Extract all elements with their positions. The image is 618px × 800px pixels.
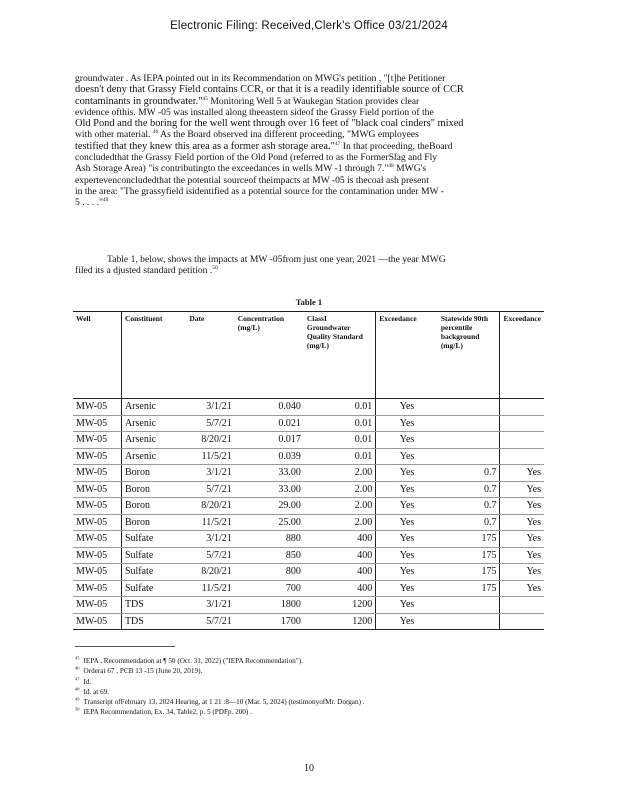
cell-exceedance: Yes — [376, 547, 438, 564]
cell-exceedance: Yes — [376, 448, 438, 465]
text-line: expertevenconcludedthat the potential sourceof theimpacts at MW -05 is thecoal ash present — [75, 174, 429, 186]
text-fragment: MWG's — [393, 163, 427, 175]
footnote-ref: 49 — [102, 197, 109, 204]
cell-background — [438, 613, 500, 630]
cell-standard: 0.01 — [304, 432, 376, 449]
cell-well: MW-05 — [73, 399, 121, 416]
cell-exceedance-background: Yes — [500, 465, 544, 482]
cell-exceedance-background: Yes — [500, 580, 544, 597]
footnote — [75, 666, 545, 676]
cell-well: MW-05 — [73, 531, 121, 548]
cell-standard: 1200 — [304, 597, 376, 614]
cell-exceedance-background: Yes — [500, 531, 544, 548]
text-line — [75, 141, 545, 152]
cell-exceedance: Yes — [376, 415, 438, 432]
cell-exceedance: Yes — [376, 613, 438, 630]
cell-date: 3/1/21 — [186, 465, 234, 482]
cell-well: MW-05 — [73, 481, 121, 498]
col-header-well: Well — [73, 312, 121, 399]
cell-background — [438, 597, 500, 614]
cell-date: 8/20/21 — [186, 432, 234, 449]
cell-standard: 2.00 — [304, 481, 376, 498]
cell-date: 5/7/21 — [186, 613, 234, 630]
cell-exceedance-background — [500, 399, 544, 416]
cell-date: 5/7/21 — [186, 415, 234, 432]
cell-date: 5/7/21 — [186, 481, 234, 498]
body-paragraph-2 — [75, 254, 545, 277]
cell-background: 175 — [438, 531, 500, 548]
col-header-exceedance: Exceedance — [376, 312, 438, 399]
footnote-number: 45 — [75, 655, 80, 661]
text-fragment: Monitoring Well 5 at Waukegan Station provides clear — [207, 95, 420, 107]
text-line — [75, 129, 545, 140]
cell-concentration: 0.017 — [235, 432, 304, 449]
text-fragment: In that proceeding, theBoard — [340, 140, 453, 152]
cell-date: 3/1/21 — [186, 399, 234, 416]
cell-exceedance: Yes — [376, 432, 438, 449]
table-row — [73, 547, 544, 564]
cell-well: MW-05 — [73, 465, 121, 482]
cell-constituent: Boron — [121, 465, 186, 482]
footnote-number: 48 — [75, 686, 80, 692]
cell-background: 175 — [438, 547, 500, 564]
cell-exceedance-background: Yes — [500, 564, 544, 581]
text-fragment: with other material. — [75, 129, 153, 141]
cell-standard: 400 — [304, 547, 376, 564]
footnote-number: 50 — [75, 707, 80, 713]
cell-standard: 400 — [304, 580, 376, 597]
cell-exceedance: Yes — [376, 481, 438, 498]
text-fragment: 5 . . . ." — [75, 197, 103, 209]
cell-concentration: 0.039 — [235, 448, 304, 465]
text-line — [75, 197, 545, 208]
footnotes — [75, 656, 545, 718]
cell-exceedance: Yes — [376, 465, 438, 482]
footnote-text: Transcript ofFebruary 13, 2024 Hearing, at 1 21 :8—10 (Mar. 5, 2024) (testimonyofMr. Dorgan) . — [83, 698, 365, 707]
footnote-text: Orderat 67 , PCB 13 -15 (June 20, 2019). — [83, 667, 203, 676]
cell-standard: 1200 — [304, 613, 376, 630]
cell-exceedance: Yes — [376, 597, 438, 614]
table-row — [73, 432, 544, 449]
cell-exceedance-background — [500, 415, 544, 432]
cell-constituent: Arsenic — [121, 448, 186, 465]
text-fragment: Ash Storage Area) "is contributingto the exceedances in wells MW -1 through 7." — [75, 163, 389, 175]
footnote-ref: 45 — [202, 95, 208, 102]
cell-background — [438, 399, 500, 416]
cell-date: 5/7/21 — [186, 547, 234, 564]
cell-exceedance-background — [500, 432, 544, 449]
text-fragment: contaminants in groundwater." — [75, 95, 203, 107]
text-line — [75, 96, 545, 107]
cell-well: MW-05 — [73, 498, 121, 515]
footnote-number: 46 — [75, 665, 80, 671]
cell-exceedance-background: Yes — [500, 481, 544, 498]
cell-exceedance: Yes — [376, 531, 438, 548]
table-row — [73, 481, 544, 498]
footnote — [75, 656, 545, 666]
footnote-text: IEPA Recommendation, Ex. 34, Table2, p. 5 (PDFp. 200) . — [83, 708, 252, 717]
cell-concentration: 33.00 — [235, 465, 304, 482]
cell-date: 8/20/21 — [186, 564, 234, 581]
table-row — [73, 498, 544, 515]
cell-exceedance: Yes — [376, 399, 438, 416]
table-row — [73, 448, 544, 465]
cell-constituent: TDS — [121, 613, 186, 630]
cell-exceedance: Yes — [376, 514, 438, 531]
cell-well: MW-05 — [73, 597, 121, 614]
text-fragment: testified that they knew this area as a former ash storage area." — [75, 140, 335, 152]
cell-constituent: Boron — [121, 514, 186, 531]
cell-concentration: 1800 — [235, 597, 304, 614]
table-row — [73, 531, 544, 548]
text-line: Old Pond and the boring for the well went through over 16 feet of "black coal cinders" mixed — [75, 118, 464, 130]
cell-exceedance-background — [500, 613, 544, 630]
cell-background: 0.7 — [438, 514, 500, 531]
cell-concentration: 1700 — [235, 613, 304, 630]
cell-exceedance-background: Yes — [500, 498, 544, 515]
footnote — [75, 707, 545, 717]
text-fragment: filed its a djusted standard petition . — [75, 265, 213, 277]
footnote-text: IEPA , Recommendation at ¶ 50 (Oct. 31, 2022) ("IEPA Recommendation"). — [83, 657, 303, 665]
footnote-text: Id. — [83, 677, 92, 686]
text-line: doesn't deny that Grassy Field contains CCR, or that it is a readily identifiable source of CCR — [75, 84, 464, 96]
text-fragment: As the Board observed ina different proceeding, "MWG employees — [158, 129, 419, 141]
cell-exceedance-background — [500, 448, 544, 465]
cell-constituent: Sulfate — [121, 547, 186, 564]
text-line — [75, 163, 545, 174]
cell-concentration: 0.021 — [235, 415, 304, 432]
cell-standard: 400 — [304, 564, 376, 581]
table-row — [73, 465, 544, 482]
col-header-concentration: Concentration (mg/L) — [235, 312, 304, 399]
footnote — [75, 697, 545, 707]
cell-concentration: 850 — [235, 547, 304, 564]
cell-standard: 400 — [304, 531, 376, 548]
text-line: in the area: "The grassyfield isidentified as a potential source for the contamination under MW - — [75, 185, 444, 197]
cell-exceedance-background — [500, 597, 544, 614]
cell-background — [438, 415, 500, 432]
cell-constituent: Boron — [121, 481, 186, 498]
cell-well: MW-05 — [73, 613, 121, 630]
table-row — [73, 399, 544, 416]
cell-standard: 0.01 — [304, 448, 376, 465]
cell-concentration: 25.00 — [235, 514, 304, 531]
cell-standard: 2.00 — [304, 514, 376, 531]
table-title: Table 1 — [295, 297, 323, 307]
cell-well: MW-05 — [73, 514, 121, 531]
cell-well: MW-05 — [73, 580, 121, 597]
cell-exceedance: Yes — [376, 564, 438, 581]
cell-background: 175 — [438, 580, 500, 597]
cell-standard: 2.00 — [304, 465, 376, 482]
cell-well: MW-05 — [73, 432, 121, 449]
col-header-standard: ClassI Groundwater Quality Standard (mg/L) — [304, 312, 376, 399]
cell-background: 0.7 — [438, 465, 500, 482]
table-row — [73, 514, 544, 531]
col-header-date: Date — [186, 312, 234, 399]
cell-standard: 0.01 — [304, 415, 376, 432]
electronic-filing-header: Electronic Filing: Received,Clerk's Office 03/21/2024 — [170, 20, 448, 32]
cell-concentration: 0.040 — [235, 399, 304, 416]
page-number: 10 — [304, 763, 314, 774]
text-line: groundwater . As IEPA pointed out in its Recommendation on MWG's petition , "[t]he Petitioner — [75, 73, 446, 84]
footnote-number: 47 — [75, 676, 80, 682]
cell-background: 0.7 — [438, 481, 500, 498]
col-header-constituent: Constituent — [121, 312, 186, 399]
cell-constituent: Boron — [121, 498, 186, 515]
cell-exceedance: Yes — [376, 498, 438, 515]
cell-concentration: 33.00 — [235, 481, 304, 498]
table-row — [73, 613, 544, 630]
footnote-ref: 48 — [388, 163, 394, 170]
table-row — [73, 597, 544, 614]
cell-background — [438, 448, 500, 465]
col-header-exceedance-background: Exceedance — [500, 312, 544, 399]
footnote-ref: 46 — [152, 129, 159, 136]
cell-date: 3/1/21 — [186, 597, 234, 614]
footnote-separator — [75, 646, 175, 647]
cell-background — [438, 432, 500, 449]
cell-date: 8/20/21 — [186, 498, 234, 515]
table-row — [73, 415, 544, 432]
col-header-statewide-background: Statewide 90th percentile background (mg/L) — [438, 312, 500, 399]
cell-constituent: TDS — [121, 597, 186, 614]
cell-constituent: Sulfate — [121, 564, 186, 581]
cell-constituent: Sulfate — [121, 531, 186, 548]
cell-date: 11/5/21 — [186, 514, 234, 531]
cell-exceedance: Yes — [376, 580, 438, 597]
footnote-ref: 50 — [212, 265, 218, 272]
cell-constituent: Arsenic — [121, 432, 186, 449]
footnote — [75, 677, 545, 687]
text-line: Table 1, below, shows the impacts at MW -05from just one year, 2021 —the year MWG — [107, 254, 446, 265]
cell-constituent: Arsenic — [121, 399, 186, 416]
table-header-row — [73, 312, 544, 399]
footnote-text: Id. at 69. — [83, 687, 110, 696]
cell-exceedance-background: Yes — [500, 514, 544, 531]
cell-standard: 0.01 — [304, 399, 376, 416]
cell-well: MW-05 — [73, 448, 121, 465]
text-line: concludedthat the Grassy Field portion of the Old Pond (referred to as the FormerSlag and Fly — [75, 152, 438, 164]
cell-constituent: Arsenic — [121, 415, 186, 432]
cell-concentration: 800 — [235, 564, 304, 581]
footnote-ref: 47 — [334, 140, 341, 147]
cell-concentration: 29.00 — [235, 498, 304, 515]
table-row — [73, 580, 544, 597]
text-line: evidence ofthis. MW -05 was installed along theeastern sideof the Grassy Field portion of the — [75, 106, 434, 118]
impacts-table — [73, 311, 544, 630]
footnote-number: 49 — [75, 696, 80, 702]
text-line — [75, 265, 545, 276]
cell-concentration: 880 — [235, 531, 304, 548]
cell-date: 11/5/21 — [186, 448, 234, 465]
cell-date: 3/1/21 — [186, 531, 234, 548]
cell-exceedance-background: Yes — [500, 547, 544, 564]
body-paragraph-1 — [75, 73, 545, 209]
cell-background: 175 — [438, 564, 500, 581]
cell-standard: 2.00 — [304, 498, 376, 515]
table-row — [73, 564, 544, 581]
cell-well: MW-05 — [73, 415, 121, 432]
cell-well: MW-05 — [73, 547, 121, 564]
cell-constituent: Sulfate — [121, 580, 186, 597]
cell-well: MW-05 — [73, 564, 121, 581]
cell-concentration: 700 — [235, 580, 304, 597]
cell-background: 0.7 — [438, 498, 500, 515]
footnote — [75, 687, 545, 697]
cell-date: 11/5/21 — [186, 580, 234, 597]
